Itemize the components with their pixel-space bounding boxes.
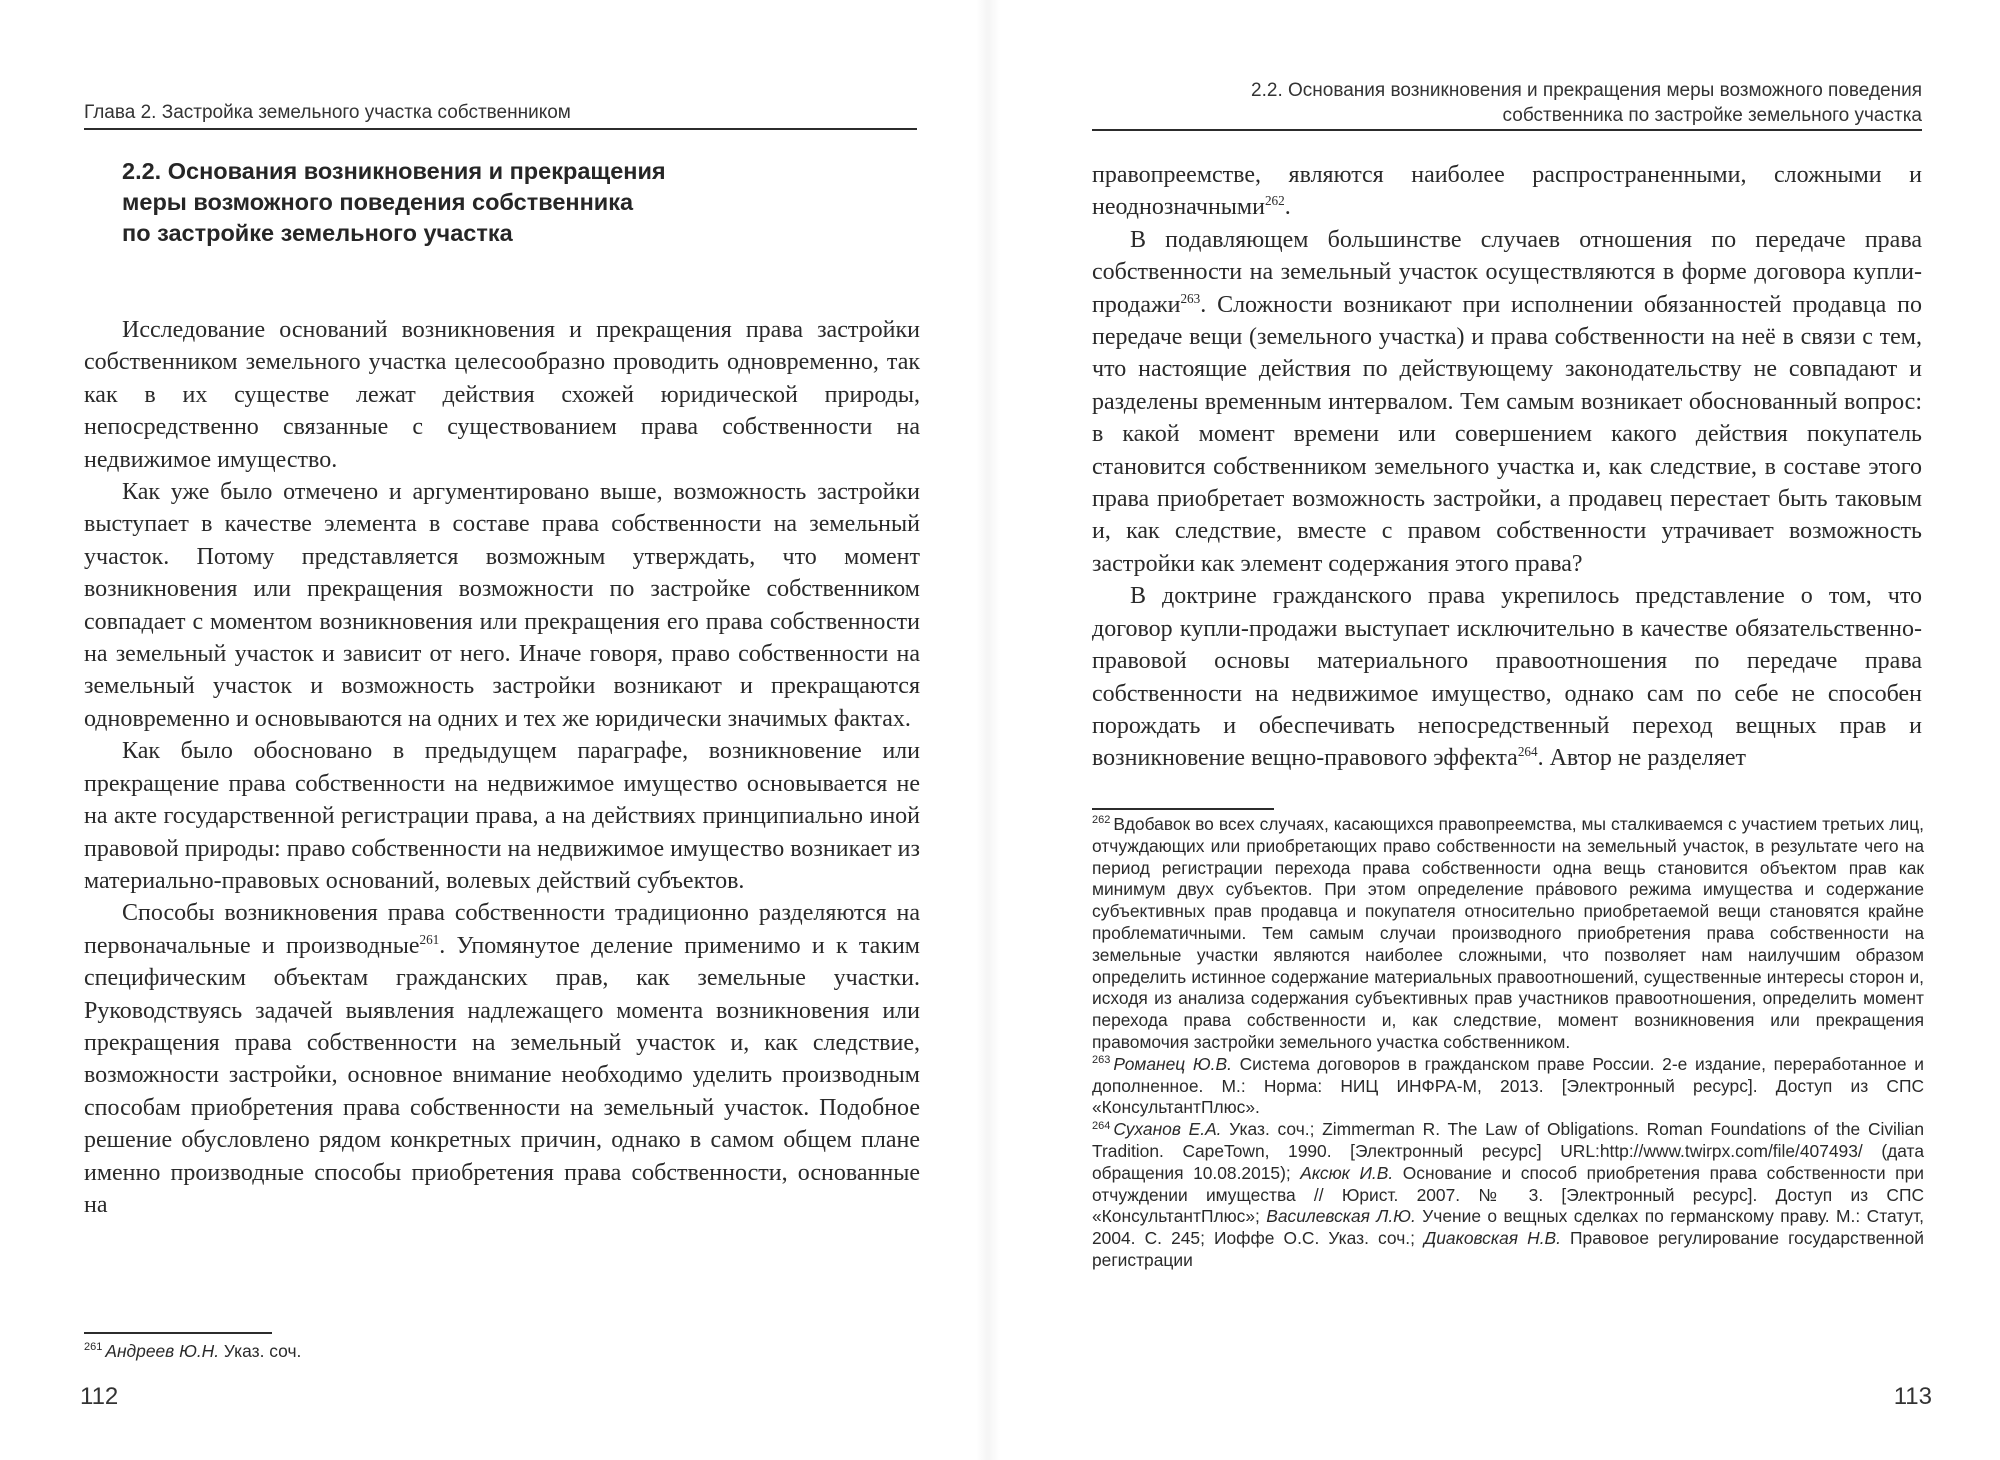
paragraph: В подавляющем большинстве случаев отношения по передаче права собственности на земельный участок осуществляются в форме договора купли-продажи$^{263}$. Сложности возникают при исполнении обязанностей продавца по передаче вещи (земельного участка) и права собственности на неё в связи с тем, что настоящие действия по действующему законодательству не совпадают и разделены временным интервалом. Тем самым возникает обоснованный вопрос: в какой момент времени или совершением какого действия покупатель становится собственником земельного участка и, как следствие, в составе этого права приобретает возможность застройки, а продавец перестает быть таковым и, как следствие, вместе с правом собственности утрачивает возможность застройки как элемент содержания этого права? <box>1092 226 1922 577</box>
footnote-mark: 263 <box>1092 1054 1111 1067</box>
footnotes-right <box>1092 814 1924 1272</box>
footnote-ref: 263 <box>1180 290 1201 306</box>
page-number-right: 113 <box>1893 1383 1932 1410</box>
section-title-line: меры возможного поведения собственника <box>122 189 634 215</box>
section-title-line: 2.2. Основания возникновения и прекращения <box>122 158 666 184</box>
gutter-shadow <box>976 0 1000 1460</box>
footnote-mark: 264 <box>1092 1119 1111 1132</box>
section-title <box>122 156 842 249</box>
paragraph: Исследование оснований возникновения и прекращения права застройки собственником земельного участка целесообразно проводить одновременно, так как в их существе лежат действия схожей юридической природы, непосредственно связанные с существованием права собственности на недвижимое имущество. <box>84 317 920 473</box>
body-text-right <box>1092 159 1922 775</box>
footnote-mark: 261 <box>84 1341 103 1354</box>
running-head-left: Глава 2. Застройка земельного участка собственником <box>84 102 571 123</box>
footnote-ref: 261 <box>419 931 440 947</box>
footnote-ref: 262 <box>1264 193 1285 209</box>
running-head-line: 2.2. Основания возникновения и прекращения меры возможного поведения <box>1251 80 1922 101</box>
footnote-rule-right <box>1092 808 1274 810</box>
paragraph: Как было обосновано в предыдущем параграфе, возникновение или прекращение права собственности на недвижимое имущество основывается не на акте государственной регистрации права, а на действиях принципиально иной правовой природы: право собственности на недвижимое имущество возникает из материально-правовых оснований, волевых действий субъектов. <box>84 738 920 894</box>
footnotes-left <box>84 1341 920 1363</box>
running-head-line: собственника по застройке земельного участка <box>1502 105 1922 126</box>
header-rule-left <box>84 128 917 130</box>
header-rule-right <box>1092 129 1922 131</box>
paragraph: Способы возникновения права собственности традиционно разделяются на первоначальные и производные$^{261}$. Упомянутое деление применимо и к таким специфическим объектам гражданских прав, как земельные участки. Руководствуясь задачей выявления надлежащего момента возникновения или прекращения права собственности на земельный участок и, как следствие, возможности застройки, основное внимание необходимо уделить производным способам приобретения права собственности на земельный участок. Подобное решение обусловлено рядом конкретных причин, однако в самом общем плане именно производные способы приобретения права собственности, основанные на <box>84 900 920 1218</box>
footnote-ref: 264 <box>1517 744 1538 760</box>
page-number-left: 112 <box>80 1383 119 1410</box>
right-page <box>1000 0 2000 1460</box>
footnote: $^{263}$ Романец Ю.В. Система договоров в гражданском праве России. 2-е издание, переработанное и дополненное. М.: Норма: НИЦ ИНФРА-М, 2013. [Электронный ресурс]. Доступ из СПС «КонсультантПлюс». <box>1092 1053 1924 1118</box>
footnote-mark: 262 <box>1092 814 1111 827</box>
footnote: $^{264}$ Суханов Е.А. Указ. соч.; Zimmerman R. The Law of Obligations. Roman Foundations of the Civilian Tradition. CapeTown, 1990. [Электронный ресурс] URL:http://www.twirpx.com/file/407493/ (дата обращения 10.08.2015); Аксюк И.В. Основание и способ приобретения права собственности при отчуждении имущества // Юрист. 2007. № 3. [Электронный ресурс]. Доступ из СПС «КонсультантПлюс»; Василевская Л.Ю. Учение о вещных сделках по германскому праву. М.: Статут, 2004. С. 245; Иоффе О.С. Указ. соч.; Диаковская Н.В. Правовое регулирование государственной регистрации <box>1092 1119 1924 1270</box>
section-title-line: по застройке земельного участка <box>122 220 513 246</box>
footnote-rule-left <box>84 1332 272 1334</box>
paragraph: Как уже было отмечено и аргументировано выше, возможность застройки выступает в качестве элемента в составе права собственности на земельный участок. Потому представляется возможным утверждать, что момент возникновения или прекращения возможности по застройке собственником совпадает с моментом возникновения или прекращения его права собственности на земельный участок и зависит от него. Иначе говоря, право собственности на земельный участок и возможность застройки возникают и прекращаются одновременно и основываются на одних и тех же юридически значимых фактах. <box>84 479 920 732</box>
paragraph: правопреемстве, являются наиболее распространенными, сложными и неоднозначными$^{262}$. <box>1092 162 1922 221</box>
footnote: $^{262}$ Вдобавок во всех случаях, касающихся правопреемства, мы сталкиваемся с участием третьих лиц, отчуждающих или приобретающих право собственности на земельный участок, в результате чего на период регистрации перехода права собственности одна вещь становится объектом прав как минимум двух субъектов. При этом определение пра́вового режима имущества и содержание субъективных прав продавца и покупателя относительно приобретаемой вещи становятся крайне проблематичными. Тем самым случаи производного приобретения права собственности на земельные участки являются наиболее сложными, что позволяет нам наилучшим образом определить истинное содержание материальных правоотношений, существенные интересы сторон и, исходя из анализа содержания субъективных прав участников правоотношения, определить момент перехода права собственности и, как следствие, момент возникновения или прекращения правомочия застройки земельного участка собственником. <box>1092 814 1924 1052</box>
paragraph: В доктрине гражданского права укрепилось представление о том, что договор купли-продажи выступает исключительно в качестве обязательственно-правовой основы материального правоотношения по передаче права собственности на недвижимое имущество, однако сам по себе не способен порождать и обеспечивать непосредственный переход вещных прав и возникновение вещно-правового эффекта$^{264}$. Автор не разделяет <box>1092 583 1922 772</box>
running-head-right <box>1092 78 1922 128</box>
body-text-left <box>84 314 920 1221</box>
footnote: $^{261}$ Андреев Ю.Н. Указ. соч. <box>84 1341 302 1361</box>
